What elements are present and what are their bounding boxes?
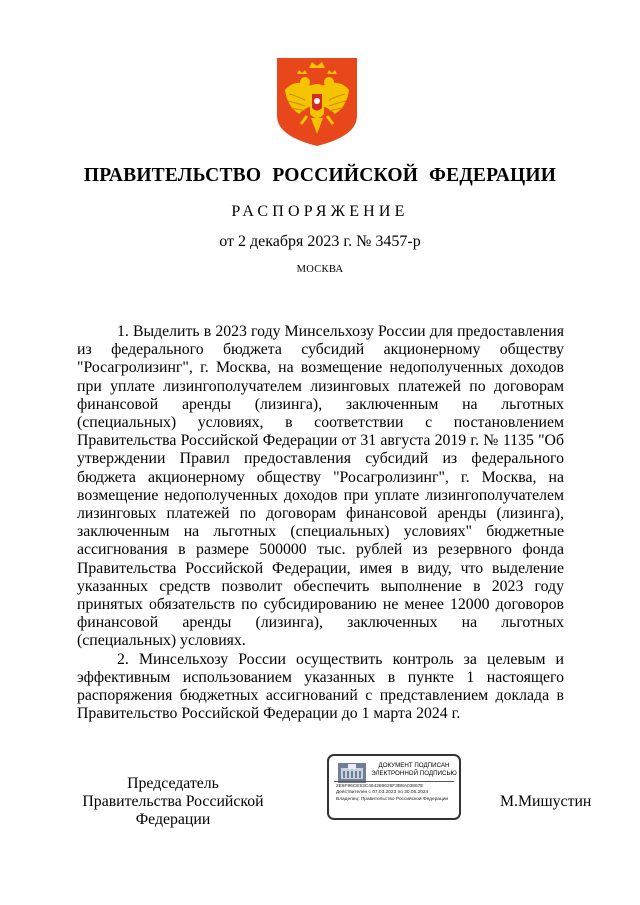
stamp-serial: 2E6F96CE53C464286626F3B8A03867E [336,784,424,789]
electronic-signature-stamp [327,754,461,820]
document-body [77,323,564,723]
coat-of-arms-icon [275,56,359,148]
stamp-details [336,784,458,803]
paragraph-1: 1. Выделить в 2023 году Минсельхозу России для предоставления из федерального бюджета субсидий акционерному обществу "Росагролизинг", г. Москва, на возмещение недополученных доходов при уплате лизингополучателем лизинговых платежей по договорам финансовой аренды (лизинга), заключенным на льготных (специальных) условиях, в соответствии с постановлением Правительства Российской Федерации от 31 августа 2019 г. № 1135 "Об утверждении Правил предоставления субсидий из федерального бюджета акционерному обществу "Росагролизинг", г. Москва, на возмещение недополученных доходов при уплате лизингополучателем лизинговых платежей по договорам финансовой аренды (лизинга), заключенным на льготных (специальных) условиях" бюджетные ассигнования в размере 500000 тыс. рублей из резервного фонда Правительства Российской Федерации, имея в виду, что выделение указанных средств позволит обеспечить выполнение в 2023 году принятых обязательств по субсидированию не менее 12000 договоров финансовой аренды (лизинга), заключенных на льготных (специальных) условиях. [77,323,564,650]
signatory-name: М.Мишустин [500,793,592,810]
document-date-number: от 2 декабря 2023 г. № 3457-р [219,233,421,250]
stamp-divider [334,781,454,782]
stamp-title: ДОКУМЕНТ ПОДПИСАН ЭЛЕКТРОННОЙ ПОДПИСЬЮ [371,762,457,777]
document-city: МОСКВА [296,264,344,275]
paragraph-2: 2. Минсельхозу России осуществить контроль за целевым и эффективным использованием указанных в пункте 1 настоящего распоряжения бюджетных ассигнований с представлением доклада в Правительство Российской Федерации до 1 марта 2024 г. [77,650,564,723]
document-type: РАСПОРЯЖЕНИЕ [231,203,409,220]
stamp-validity: Действителен с 07.03.2023 по 30.05.2024 [336,790,429,796]
government-title: ПРАВИТЕЛЬСТВО РОССИЙСКОЙ ФЕДЕРАЦИИ [83,165,557,186]
government-building-icon [338,763,366,783]
signatory-position: Председатель Правительства Российской Федерации [82,775,264,829]
stamp-owner: Владелец: Правительство Российской Федерации [336,796,449,802]
